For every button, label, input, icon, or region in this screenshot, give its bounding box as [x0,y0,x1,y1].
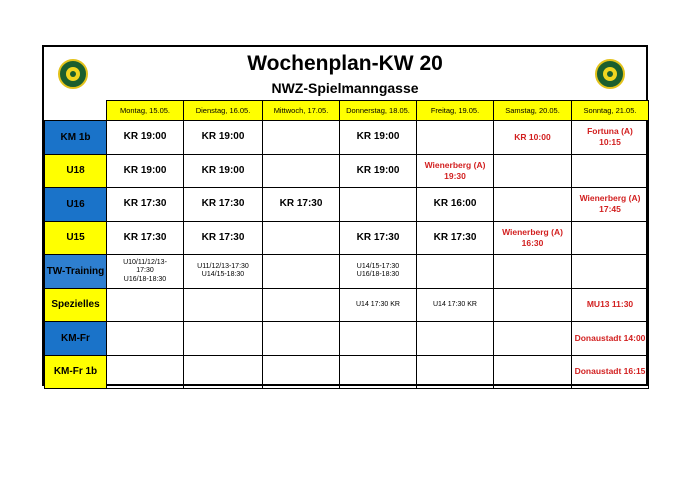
schedule-cell: Donaustadt 14:00 [572,322,649,356]
corner-cell [45,101,107,121]
schedule-cell [417,121,494,155]
schedule-cell [494,154,572,188]
table-row [45,121,649,155]
schedule-cell: KR 17:30 [107,188,184,222]
schedule-cell [572,255,649,289]
schedule-cell: KR 17:30 [417,221,494,255]
schedule-cell: KR 17:30 [184,188,263,222]
weekly-plan-sheet [42,45,648,386]
table-row [45,221,649,255]
day-header-row [45,101,649,121]
schedule-cell: KR 19:00 [184,154,263,188]
schedule-cell [340,355,417,389]
schedule-cell: KR 17:30 [184,221,263,255]
day-header: Montag, 15.05. [107,101,184,121]
schedule-cell: Wienerberg (A) 16:30 [494,221,572,255]
day-header: Sonntag, 21.05. [572,101,649,121]
schedule-cell: U11/12/13-17:30 U14/15-18:30 [184,255,263,289]
table-row [45,355,649,389]
schedule-cell [494,322,572,356]
schedule-cell: KR 17:30 [107,221,184,255]
schedule-cell [572,154,649,188]
schedule-cell: U14 17:30 KR [340,288,417,322]
team-label: KM-Fr [45,322,107,356]
schedule-cell: KR 17:30 [263,188,340,222]
schedule-cell [417,322,494,356]
team-label: U15 [45,221,107,255]
team-label: U16 [45,188,107,222]
schedule-cell: MU13 11:30 [572,288,649,322]
schedule-cell [263,355,340,389]
schedule-cell [340,322,417,356]
day-header: Dienstag, 16.05. [184,101,263,121]
team-label: KM-Fr 1b [45,355,107,389]
schedule-cell [107,322,184,356]
schedule-cell: Wienerberg (A) 19:30 [417,154,494,188]
schedule-cell: KR 19:00 [184,121,263,155]
table-row [45,288,649,322]
schedule-cell: U14/15-17:30 U16/18-18:30 [340,255,417,289]
schedule-cell [263,121,340,155]
page-subtitle: NWZ-Spielmanngasse [271,80,419,96]
schedule-cell: U10/11/12/13- 17:30 U16/18-18:30 [107,255,184,289]
schedule-cell [417,355,494,389]
schedule-cell: Fortuna (A) 10:15 [572,121,649,155]
team-label: U18 [45,154,107,188]
schedule-cell [263,221,340,255]
schedule-cell: KR 19:00 [340,121,417,155]
schedule-cell [494,355,572,389]
schedule-cell [572,221,649,255]
day-header: Freitag, 19.05. [417,101,494,121]
schedule-cell [107,355,184,389]
schedule-cell: KR 19:00 [340,154,417,188]
team-label: KM 1b [45,121,107,155]
schedule-cell: KR 17:30 [340,221,417,255]
day-header: Donnerstag, 18.05. [340,101,417,121]
schedule-cell: Wienerberg (A) 17:45 [572,188,649,222]
schedule-cell: KR 19:00 [107,154,184,188]
schedule-cell: KR 10:00 [494,121,572,155]
schedule-cell [263,154,340,188]
table-row [45,188,649,222]
schedule-cell [340,188,417,222]
schedule-cell [263,255,340,289]
schedule-cell [184,322,263,356]
schedule-cell [494,188,572,222]
schedule-cell: KR 16:00 [417,188,494,222]
schedule-table [44,100,649,389]
schedule-cell [494,255,572,289]
schedule-cell [263,322,340,356]
schedule-cell [184,355,263,389]
day-header: Samstag, 20.05. [494,101,572,121]
schedule-cell: KR 19:00 [107,121,184,155]
team-label: Spezielles [45,288,107,322]
schedule-cell [263,288,340,322]
schedule-cell [184,288,263,322]
schedule-cell [417,255,494,289]
table-row [45,322,649,356]
schedule-cell [494,288,572,322]
table-row [45,154,649,188]
table-row [45,255,649,289]
team-label: TW-Training [45,255,107,289]
page-title: Wochenplan-KW 20 [247,52,443,75]
schedule-cell: Donaustadt 16:15 [572,355,649,389]
schedule-cell: U14 17:30 KR [417,288,494,322]
schedule-cell [107,288,184,322]
day-header: Mittwoch, 17.05. [263,101,340,121]
